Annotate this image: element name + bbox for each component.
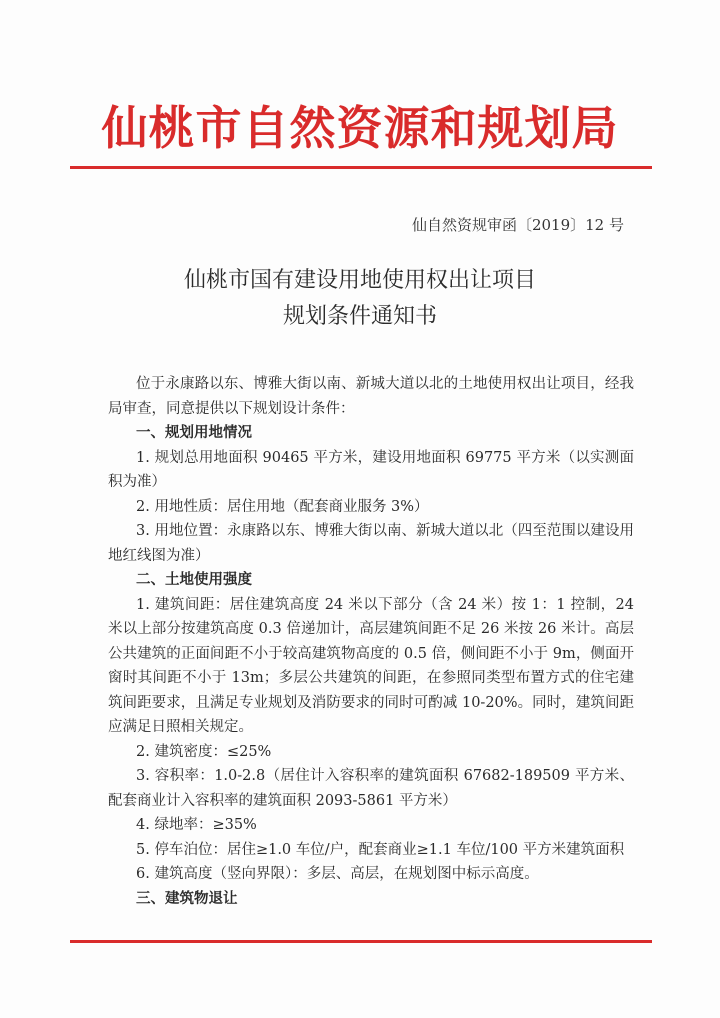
section1-item-1: 1. 规划总用地面积 90465 平方米，建设用地面积 69775 平方米（以实测面积为准）	[108, 449, 634, 490]
intro-paragraph: 位于永康路以东、博雅大街以南、新城大道以北的土地使用权出让项目，经我局审查，同意提供以下规划设计条件：	[108, 376, 634, 417]
header-divider	[70, 166, 652, 169]
document-title-line1: 仙桃市国有建设用地使用权出让项目	[183, 268, 536, 293]
footer-divider	[70, 940, 652, 943]
section2-item-1: 1. 建筑间距：居住建筑高度 24 米以下部分（含 24 米）按 1：1 控制，24 米以上部分按建筑高度 0.3 倍递加计，高层建筑间距不足 26 米按 26 米计。高层公共建筑的正面间距不小于较高建筑物高度的 0.5 倍，侧间距不小于 9m，侧面开窗时其间距不小于 13m；多层公共建筑的间距，在参照同类型布置方式的住宅建筑间距要求，且满足专业规划及消防要求的同时可酌减 10-20%。同时，建筑间距应满足日照相关规定。	[108, 596, 634, 735]
org-title: 仙桃市自然资源和规划局	[101, 101, 619, 155]
section1-item-2: 2. 用地性质：居住用地（配套商业服务 3%）	[136, 498, 429, 515]
section-heading-1: 一、规划用地情况	[136, 425, 252, 441]
section2-item-5: 5. 停车泊位：居住≥1.0 车位/户，配套商业≥1.1 车位/100 平方米建筑面积	[136, 841, 625, 858]
section2-item-2: 2. 建筑密度：≤25%	[136, 743, 272, 760]
document-title-line2: 规划条件通知书	[282, 304, 437, 329]
section1-item-3: 3. 用地位置：永康路以东、博雅大街以南、新城大道以北（四至范围以建设用地红线图为准）	[108, 523, 634, 564]
section2-item-6: 6. 建筑高度（竖向界限）：多层、高层，在规划图中标示高度。	[136, 866, 539, 882]
section-heading-3: 三、建筑物退让	[136, 890, 238, 907]
section-heading-2: 二、土地使用强度	[136, 572, 252, 588]
section2-item-4: 4. 绿地率：≥35%	[136, 817, 257, 833]
document-body	[108, 372, 634, 911]
section2-item-3: 3. 容积率：1.0-2.8（居住计入容积率的建筑面积 67682-189509 平方米、配套商业计入容积率的建筑面积 2093-5861 平方米）	[108, 768, 634, 809]
document-number: 仙自然资规审函〔2019〕12 号	[411, 216, 624, 234]
